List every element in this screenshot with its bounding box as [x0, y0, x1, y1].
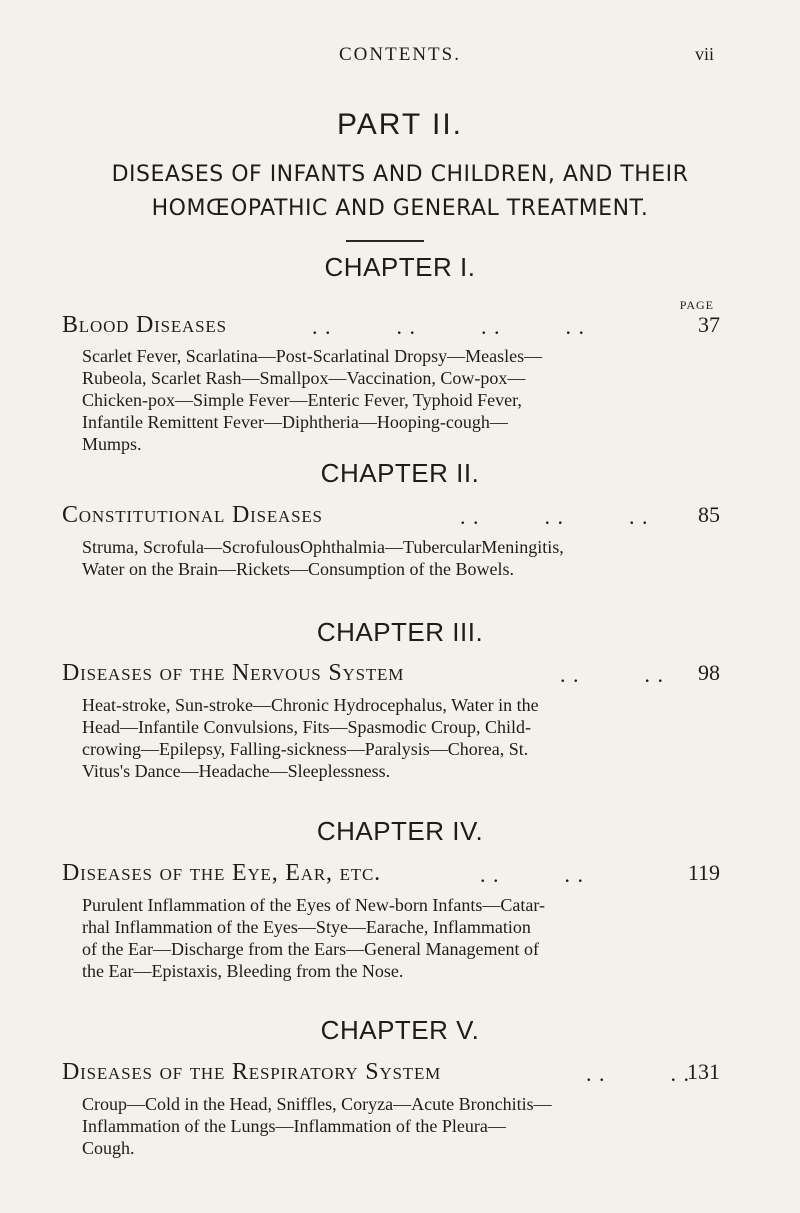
chapter-heading: CHAPTER IV. — [316, 816, 484, 846]
description-line: the Ear—Epistaxis, Bleeding from the Nose. — [82, 961, 404, 981]
toc-entry-description — [82, 894, 722, 982]
toc-entry — [62, 1059, 720, 1093]
description-line: Chicken-pox—Simple Fever—Enteric Fever, Typhoid Fever, — [82, 390, 522, 410]
part-title: PART II. — [336, 108, 464, 141]
section-rule-divider — [346, 240, 424, 242]
description-line: of the Ear—Discharge from the Ears—General Management of — [82, 939, 539, 959]
toc-entry-description — [82, 536, 722, 580]
description-line: Purulent Inflammation of the Eyes of New-born Infants—Catar- — [82, 895, 546, 915]
description-line: Mumps. — [82, 434, 142, 454]
toc-leader-dots: . . . . . . — [460, 504, 649, 529]
toc-entry — [62, 860, 720, 894]
running-head-title: CONTENTS. — [339, 44, 461, 65]
description-line: Cough. — [82, 1138, 135, 1158]
toc-leader-dots: . . . . — [480, 862, 584, 887]
toc-entry — [62, 660, 720, 694]
description-line: Heat-stroke, Sun-stroke—Chronic Hydrocephalus, Water in the — [82, 695, 539, 715]
running-head — [0, 40, 800, 70]
toc-entry-page: 98 — [698, 660, 720, 685]
toc-entry-title: Constitutional Diseases — [62, 502, 323, 528]
toc-entry — [62, 502, 720, 536]
description-line: Rubeola, Scarlet Rash—Smallpox—Vaccination, Cow-pox— — [82, 368, 526, 388]
toc-leader-dots: . . . . — [586, 1061, 690, 1086]
description-line: Infantile Remittent Fever—Diphtheria—Hooping-cough— — [82, 412, 508, 432]
part-subtitle-line-2: HOMŒOPATHIC AND GENERAL TREATMENT. — [151, 196, 649, 221]
toc-entry-page: 85 — [698, 502, 720, 527]
part-subtitle-line-1: DISEASES OF INFANTS AND CHILDREN, AND THEIR — [111, 162, 689, 187]
toc-entry-description — [82, 345, 722, 455]
toc-entry-title: Diseases of the Nervous System — [62, 660, 405, 686]
page-column-label: PAGE — [679, 298, 714, 312]
description-line: Water on the Brain—Rickets—Consumption of the Bowels. — [82, 559, 514, 579]
toc-entry-title: Diseases of the Respiratory System — [62, 1059, 442, 1085]
description-line: rhal Inflammation of the Eyes—Stye—Earache, Inflammation — [82, 917, 531, 937]
chapter-heading: CHAPTER I. — [324, 252, 476, 282]
toc-entry-page: 131 — [687, 1059, 720, 1084]
toc-leader-dots: . . . . — [560, 662, 664, 687]
running-head-page-number: vii — [694, 44, 714, 64]
toc-leader-dots: . . . . . . . . — [312, 314, 585, 339]
description-line: Scarlet Fever, Scarlatina—Post-Scarlatinal Dropsy—Measles— — [82, 346, 543, 366]
toc-entry-title: Blood Diseases — [62, 312, 227, 338]
description-line: Inflammation of the Lungs—Inflammation of the Pleura— — [82, 1116, 506, 1136]
chapter-heading: CHAPTER II. — [320, 458, 480, 488]
toc-entry-description — [82, 1093, 722, 1159]
chapter-heading: CHAPTER V. — [320, 1015, 480, 1045]
description-line: Struma, Scrofula—ScrofulousOphthalmia—TubercularMeningitis, — [82, 537, 564, 557]
description-line: crowing—Epilepsy, Falling-sickness—Paralysis—Chorea, St. — [82, 739, 529, 759]
description-line: Croup—Cold in the Head, Sniffles, Coryza—Acute Bronchitis— — [82, 1094, 552, 1114]
toc-entry-description — [82, 694, 722, 782]
chapter-heading: CHAPTER III. — [316, 617, 484, 647]
toc-entry-title: Diseases of the Eye, Ear, etc. — [62, 860, 381, 886]
description-line: Vitus's Dance—Headache—Sleeplessness. — [82, 761, 391, 781]
toc-entry-page: 119 — [687, 860, 720, 885]
toc-entry-page: 37 — [698, 312, 720, 337]
toc-entry — [62, 312, 720, 346]
description-line: Head—Infantile Convulsions, Fits—Spasmodic Croup, Child- — [82, 717, 531, 737]
